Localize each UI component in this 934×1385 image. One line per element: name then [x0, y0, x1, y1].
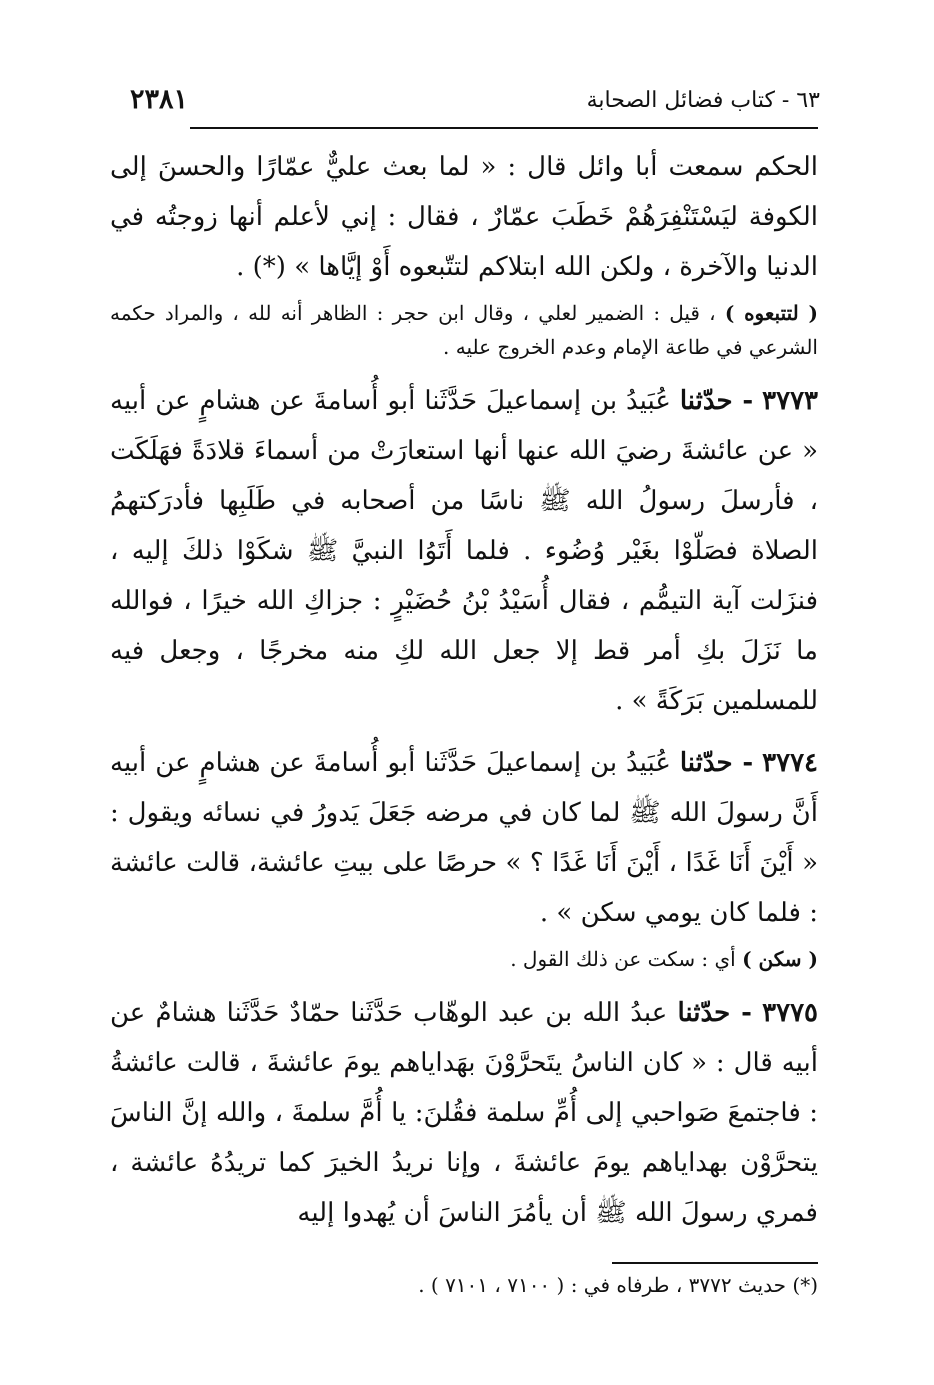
- hadith-lead: - حدّثنا: [679, 748, 754, 778]
- hadith-text: عُبَيدُ بن إسماعيلَ حَدَّثَنا أبو أُسامةَ عن هشامٍ عن أبيه « عن عائشةَ رضيَ الله عنها أنها استعارَتْ من أسماءَ قلادَةً فهَلَكَت ، فأرسلَ رسولُ الله ﷺ ناسًا من أصحابه في طَلَبِها فأدرَكتهمُ الصلاة فصَلّوْا بغَيْر وُضُوء . فلما أَتَوُا النبيَّ ﷺ شكَوْا ذلكَ إليه ، فنزَلت آية التيمُّم ، فقال أُسَيْدُ بْنُ حُضَيْرٍ : جزاكِ الله خيرًا ، فوالله ما نَزَلَ بكِ أمر قط إلا جعل الله لكِ منه مخرجًا ، وجعل فيه للمسلمين بَرَكَةً » .: [110, 386, 818, 716]
- hadith-number: ٣٧٧٥: [762, 998, 819, 1028]
- hadith-3774: [110, 738, 818, 938]
- hadith-number: ٣٧٧٤: [762, 748, 818, 778]
- paragraph-text: الحكم سمعت أبا وائل قال : « لما بعث عليٌّ عمّارًا والحسنَ إلى الكوفة ليَسْتَنْفِرَهُمْ خَطَبَ عمّارٌ ، فقال : إني لأعلم أنها زوجتُه في الدنيا والآخرة ، ولكن الله ابتلاكم لتتّبعوه أَوْ إيَّاها » (*) .: [110, 152, 818, 282]
- hadith-text: عبدُ الله بن عبد الوهّاب حَدَّثَنا حمّادٌ حَدَّثَنا هشامٌ عن أبيه قال : « كان الناسُ يتَحرَّوْنَ بهَداياهم يومَ عائشةَ ، قالت عائشةُ : فاجتمعَ صَواحبي إلى أُمِّ سلمة فقُلنَ: يا أُمَّ سلمةَ ، والله إنَّ الناسَ يتحرَّوْن بهداياهم يومَ عائشةَ ، وإنا نريدُ الخيرَ كما تريدُهُ عائشة ، فمري رسولَ الله ﷺ أن يأمُرَ الناسَ أن يُهدوا إليه: [110, 998, 818, 1228]
- chapter-title: ٦٣ - كتاب فضائل الصحابة: [586, 88, 820, 113]
- page-body: [110, 142, 818, 1238]
- page-header: [130, 84, 820, 124]
- note-keyword: ( لتتبعوه ): [724, 301, 818, 325]
- header-divider: [190, 127, 818, 129]
- footnote-divider: [612, 1262, 818, 1264]
- note-text: ، قيل : الضمير لعلي ، وقال ابن حجر : الظاهر أنه لله ، والمراد حكمه الشرعي في طاعة الإمام وعدم الخروج عليه .: [110, 301, 818, 359]
- hadith-3773: [110, 376, 818, 726]
- hadith-lead: - حدّثنا: [679, 386, 754, 416]
- note-text: أي : سكت عن ذلك القول .: [510, 947, 736, 971]
- hadith-text: عُبَيدُ بن إسماعيلَ حَدَّثَنا أبو أُسامةَ عن هشامٍ عن أبيه أَنَّ رسولَ الله ﷺ لما كان في مرضه جَعَلَ يَدورُ في نسائه ويقول : « أَيْنَ أَنَا غَدًا ، أَيْنَ أَنَا غَدًا ؟ » حرصًا على بيتِ عائشة، قالت عائشة : فلما كان يومي سكن » .: [110, 748, 818, 928]
- hadith-3775: [110, 988, 818, 1238]
- paragraph-continuation: [110, 142, 818, 292]
- note-keyword: ( سكن ): [742, 947, 818, 971]
- hadith-lead: - حدّثنا: [677, 998, 752, 1028]
- hadith-number: ٣٧٧٣: [762, 386, 818, 416]
- footnote: (*) حديث ٣٧٧٢ ، طرفاه في : ( ٧١٠٠ ، ٧١٠١ ) .: [418, 1273, 818, 1297]
- explanatory-note: [110, 296, 818, 364]
- explanatory-note: [110, 942, 818, 976]
- page-number: ٢٣٨١: [130, 84, 189, 115]
